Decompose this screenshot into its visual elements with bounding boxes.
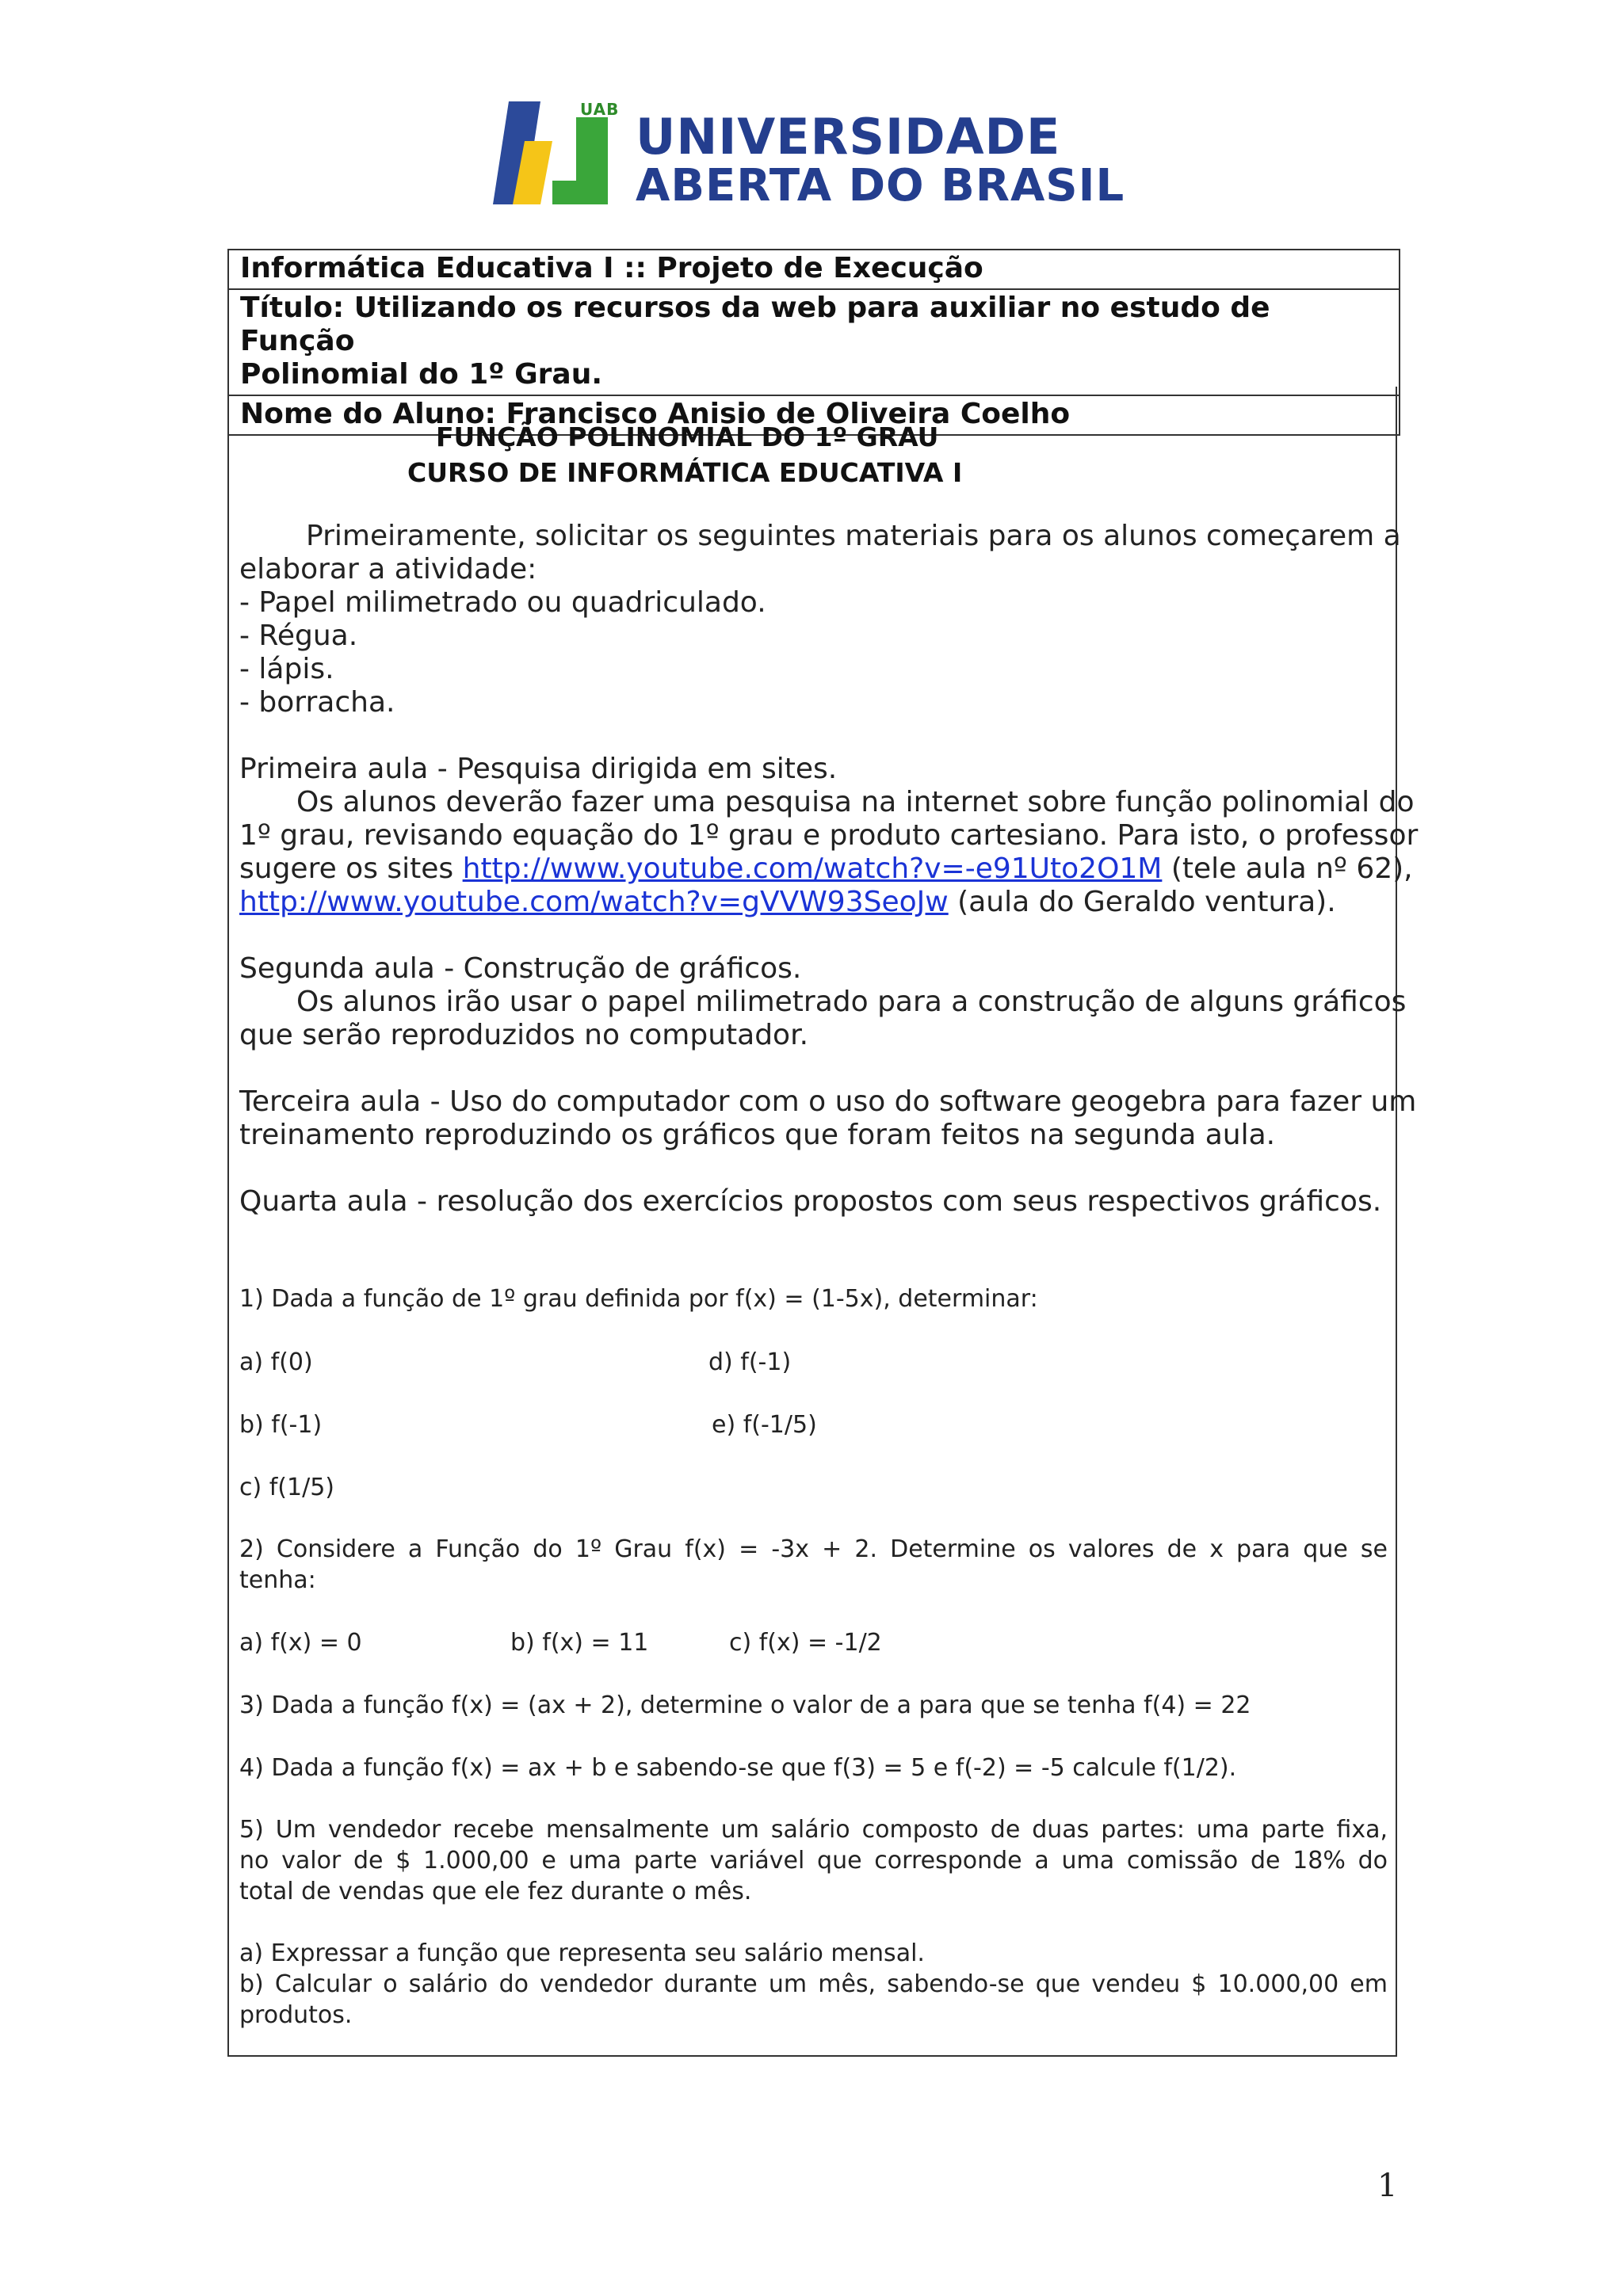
- uab-logo-mark: [493, 93, 643, 212]
- content-box: [227, 387, 1419, 2057]
- page-number: 1: [1377, 2168, 1398, 2204]
- aula4-line1: Quarta aula - resolução dos exercícios propostos com seus respectivos gráficos.: [239, 1185, 1382, 1218]
- intro-line2: elaborar a atividade:: [239, 553, 537, 585]
- exercise-5b-line1: b) Calcular o salário do vendedor durante um mês, sabendo-se que vendeu $ 10.000,00 em: [239, 1970, 1388, 1998]
- exercise-2a: a) f(x) = 0: [239, 1629, 362, 1657]
- exercise-2-line2: tenha:: [239, 1566, 316, 1594]
- exercise-5-line1: 5) Um vendedor recebe mensalmente um salário composto de duas partes: uma parte fixa,: [239, 1816, 1388, 1844]
- exercise-2c: c) f(x) = -1/2: [729, 1629, 882, 1657]
- student-row: Nome do Aluno: Francisco Anisio de Oliveira Coelho: [240, 398, 1071, 430]
- doc-heading-line2: CURSO DE INFORMÁTICA EDUCATIVA I: [407, 457, 963, 488]
- exercise-5-line2: no valor de $ 1.000,00 e uma parte variável que corresponde a uma comissão de 18% do: [239, 1847, 1388, 1875]
- uab-logo: [493, 93, 1125, 212]
- youtube-link-1[interactable]: http://www.youtube.com/watch?v=-e91Uto2O1M: [462, 852, 1163, 885]
- exercise-1e: e) f(-1/5): [712, 1411, 817, 1439]
- material-item: - Régua.: [239, 620, 358, 652]
- exercise-1: 1) Dada a função de 1º grau definida por f(x) = (1-5x), determinar:: [239, 1285, 1038, 1313]
- intro-line1: Primeiramente, solicitar os seguintes materiais para os alunos começarem a: [306, 520, 1401, 552]
- aula1-line2: 1º grau, revisando equação do 1º grau e produto cartesiano. Para isto, o professor: [239, 819, 1419, 852]
- aula1-line3-pre: sugere os sites: [239, 852, 463, 885]
- exercise-3: 3) Dada a função f(x) = (ax + 2), determine o valor de a para que se tenha f(4) = 22: [239, 1691, 1251, 1719]
- youtube-link-2[interactable]: http://www.youtube.com/watch?v=gVVW93SeoJw: [239, 886, 949, 918]
- title-row: [229, 290, 1399, 396]
- exercise-1b: b) f(-1): [239, 1411, 323, 1439]
- exercise-2b: b) f(x) = 11: [510, 1629, 649, 1657]
- exercise-5a: a) Expressar a função que representa seu salário mensal.: [239, 1939, 925, 1967]
- aula3-line2: treinamento reproduzindo os gráficos que foram feitos na segunda aula.: [239, 1119, 1276, 1151]
- aula3-line1: Terceira aula - Uso do computador com o uso do software geogebra para fazer um: [239, 1085, 1417, 1118]
- exercise-1c: c) f(1/5): [239, 1474, 334, 1501]
- material-item: - borracha.: [239, 686, 395, 719]
- aula1-line4-post: (aula do Geraldo ventura).: [948, 886, 1336, 918]
- exercise-2-line1: 2) Considere a Função do 1º Grau f(x) = -3x + 2. Determine os valores de x para que se: [239, 1535, 1388, 1563]
- aula1-line4: [239, 886, 1336, 919]
- aula1-line3: [239, 852, 1413, 886]
- material-item: - lápis.: [239, 653, 334, 685]
- exercise-5-line3: total de vendas que ele fez durante o mês.: [239, 1878, 752, 1905]
- doc-heading-line1: FUNÇÃO POLINOMIAL DO 1º GRAU: [436, 421, 939, 452]
- aula2-line2: que serão reproduzidos no computador.: [239, 1019, 809, 1051]
- exercise-1d: d) f(-1): [708, 1348, 792, 1376]
- exercise-4: 4) Dada a função f(x) = ax + b e sabendo-se que f(3) = 5 e f(-2) = -5 calcule f(1/2).: [239, 1754, 1237, 1782]
- aula1-line1: Os alunos deverão fazer uma pesquisa na internet sobre função polinomial do: [296, 786, 1415, 818]
- logo-text-line2: ABERTA DO BRASIL: [636, 160, 1125, 212]
- material-item: - Papel milimetrado ou quadriculado.: [239, 586, 766, 619]
- logo-text-line1: UNIVERSIDADE: [636, 108, 1061, 166]
- exercise-1a: a) f(0): [239, 1348, 313, 1376]
- aula2-line1: Os alunos irão usar o papel milimetrado para a construção de alguns gráficos: [296, 986, 1407, 1018]
- title-line2: Polinomial do 1º Grau.: [240, 358, 602, 391]
- aula2-title: Segunda aula - Construção de gráficos.: [239, 952, 802, 985]
- title-line1: Título: Utilizando os recursos da web para auxiliar no estudo de Função: [240, 292, 1270, 357]
- course-row: Informática Educativa I :: Projeto de Execução: [229, 250, 1399, 290]
- aula1-line3-post: (tele aula nº 62),: [1162, 852, 1413, 885]
- exercise-5b-line2: produtos.: [239, 2001, 353, 2029]
- uab-tag: UAB: [580, 100, 620, 119]
- aula1-title: Primeira aula - Pesquisa dirigida em sites.: [239, 753, 838, 785]
